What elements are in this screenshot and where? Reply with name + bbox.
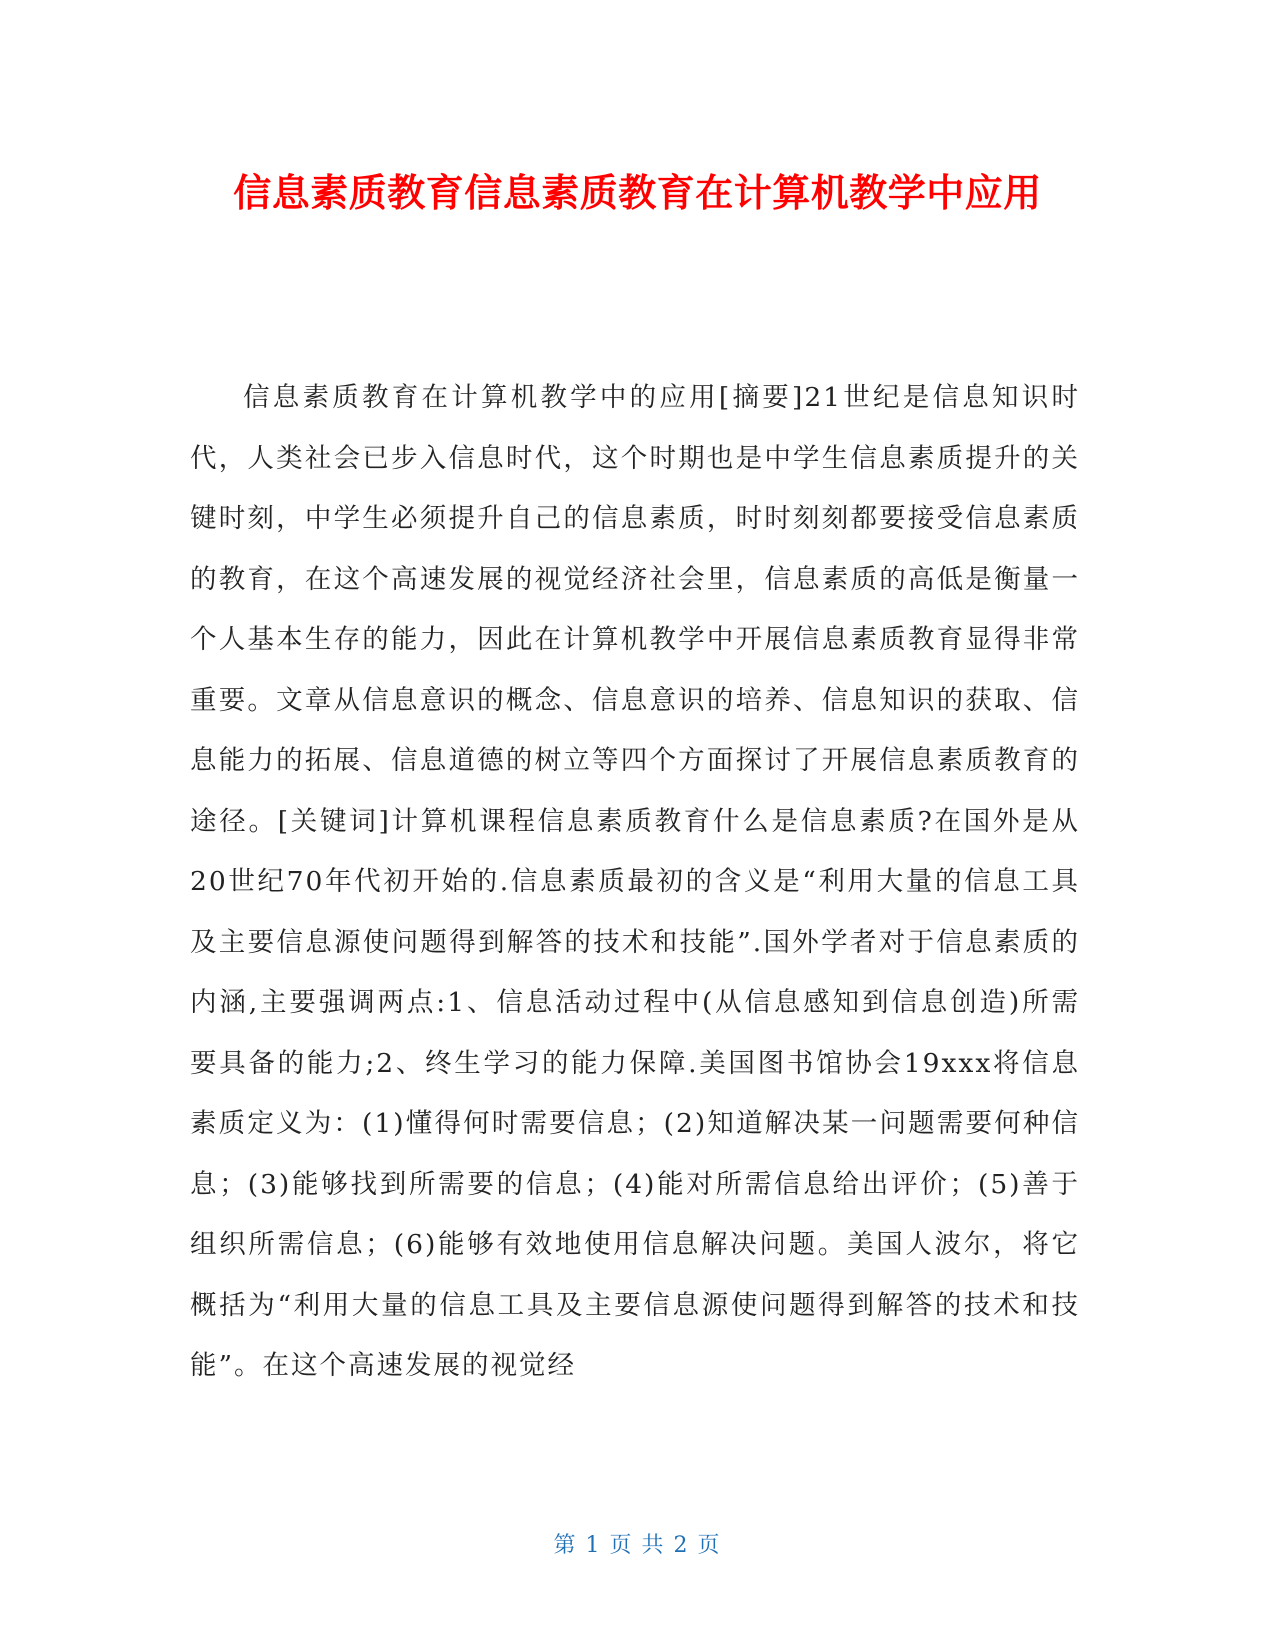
document-title: 信息素质教育信息素质教育在计算机教学中应用 <box>233 171 1042 215</box>
page-footer <box>0 1528 1275 1559</box>
footer-page-unit: 页 <box>609 1533 634 1558</box>
footer-total-pages: 2 <box>673 1533 690 1558</box>
footer-page-label: 第 <box>553 1533 578 1558</box>
footer-total-label: 共 <box>641 1533 666 1558</box>
document-body: 信息素质教育在计算机教学中的应用[摘要]21世纪是信息知识时代，人类社会已步入信息时代，这个时期也是中学生信息素质提升的关键时刻，中学生必须提升自己的信息素质，时时刻刻都要接受信息素质的教育，在这个高速发展的视觉经济社会里，信息素质的高低是衡量一个人基本生存的能力，因此在计算机教学中开展信息素质教育显得非常重要。文章从信息意识的概念、信息意识的培养、信息知识的获取、信息能力的拓展、信息道德的树立等四个方面探讨了开展信息素质教育的途径。[关键词]计算机课程信息素质教育什么是信息素质?在国外是从20世纪70年代初开始的.信息素质最初的含义是“利用大量的信息工具及主要信息源使问题得到解答的技术和技能”.国外学者对于信息素质的内涵,主要强调两点:1、信息活动过程中(从信息感知到信息创造)所需要具备的能力;2、终生学习的能力保障.美国图书馆协会19xxx将信息素质定义为：(1)懂得何时需要信息；(2)知道解决某一问题需要何种信息；(3)能够找到所需要的信息；(4)能对所需信息给出评价；(5)善于组织所需信息；(6)能够有效地使用信息解决问题。美国人波尔，将它概括为“利用大量的信息工具及主要信息源使问题得到解答的技术和技能”。在这个高速发展的视觉经 <box>190 382 1080 1381</box>
footer-current-page: 1 <box>585 1533 602 1558</box>
footer-total-unit: 页 <box>697 1533 722 1558</box>
